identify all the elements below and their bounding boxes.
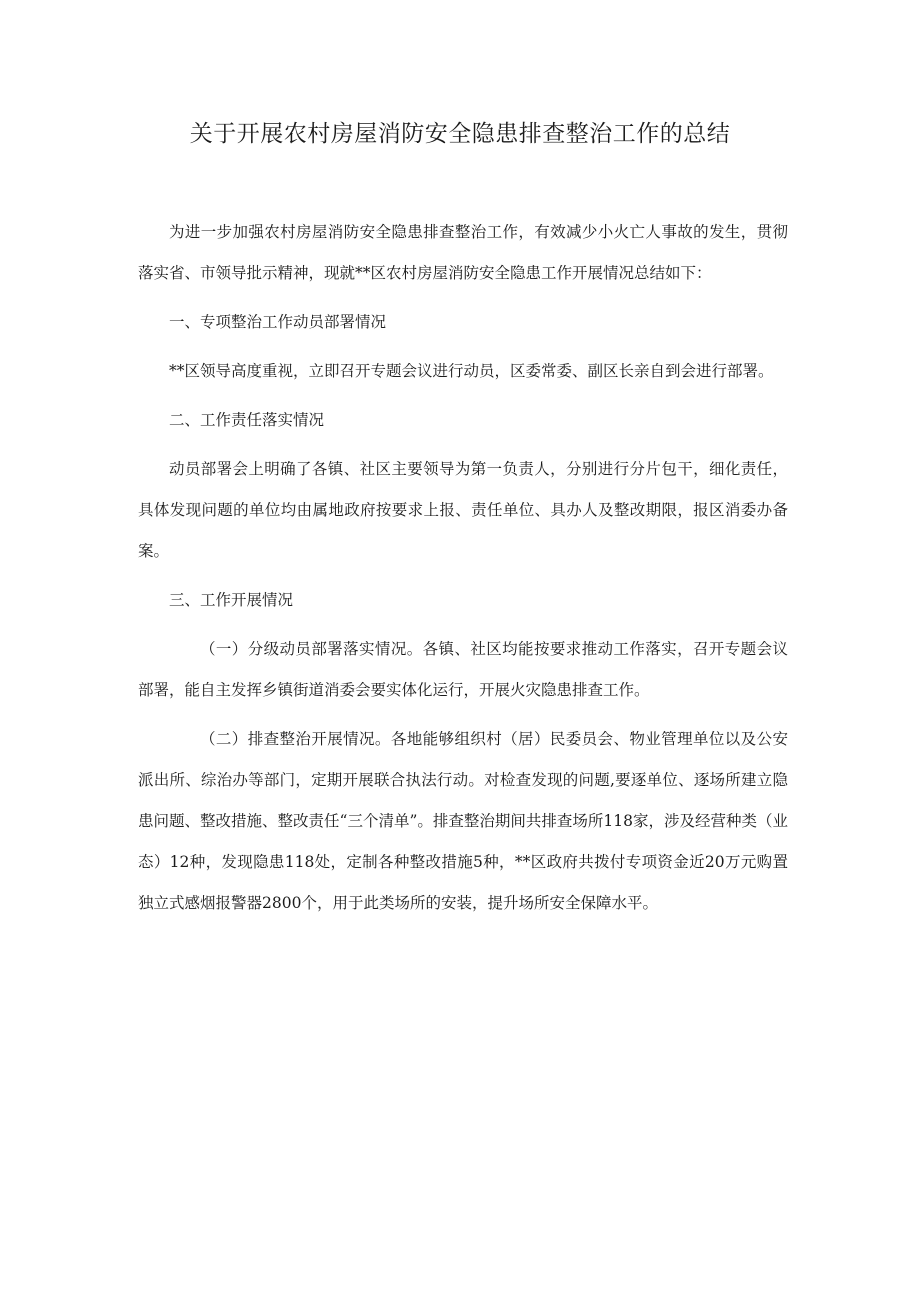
intro-paragraph: 为进一步加强农村房屋消防安全隐患排查整治工作，有效减少小火亡人事故的发生，贯彻落实省、市领导批示精神，现就**区农村房屋消防安全隐患工作开展情况总结如下： — [138, 223, 788, 282]
section-2-paragraph: 动员部署会上明确了各镇、社区主要领导为第一负责人，分别进行分片包干，细化责任，具体发现问题的单位均由属地政府按要求上报、责任单位、具办人及整改期限，报区消委办备案。 — [138, 460, 788, 560]
section-heading-2: 二、工作责任落实情况 — [169, 411, 325, 429]
section-heading-3: 三、工作开展情况 — [169, 591, 294, 609]
section-3-item-1: （一）分级动员部署落实情况。各镇、社区均能按要求推动工作落实，召开专题会议部署，能自主发挥乡镇街道消委会要实体化运行，开展火灾隐患排查工作。 — [138, 640, 788, 699]
document-title: 关于开展农村房屋消防安全隐患排查整治工作的总结 — [189, 121, 731, 147]
section-heading-1: 一、专项整治工作动员部署情况 — [169, 313, 387, 331]
section-1-paragraph: **区领导高度重视，立即召开专题会议进行动员，区委常委、副区长亲自到会进行部署。 — [169, 362, 774, 380]
document-body — [138, 212, 788, 924]
section-3-item-2: （二）排查整治开展情况。各地能够组织村（居）民委员会、物业管理单位以及公安派出所、综治办等部门，定期开展联合执法行动。对检查发现的问题,要逐单位、逐场所建立隐患问题、整改措施、整改责任“三个清单”。排查整治期间共排查场所118家，涉及经营种类（业态）12种，发现隐患118处，定制各种整改措施5种，**区政府共拨付专项资金近20万元购置独立式感烟报警器2800个，用于此类场所的安装，提升场所安全保障水平。 — [138, 730, 788, 912]
